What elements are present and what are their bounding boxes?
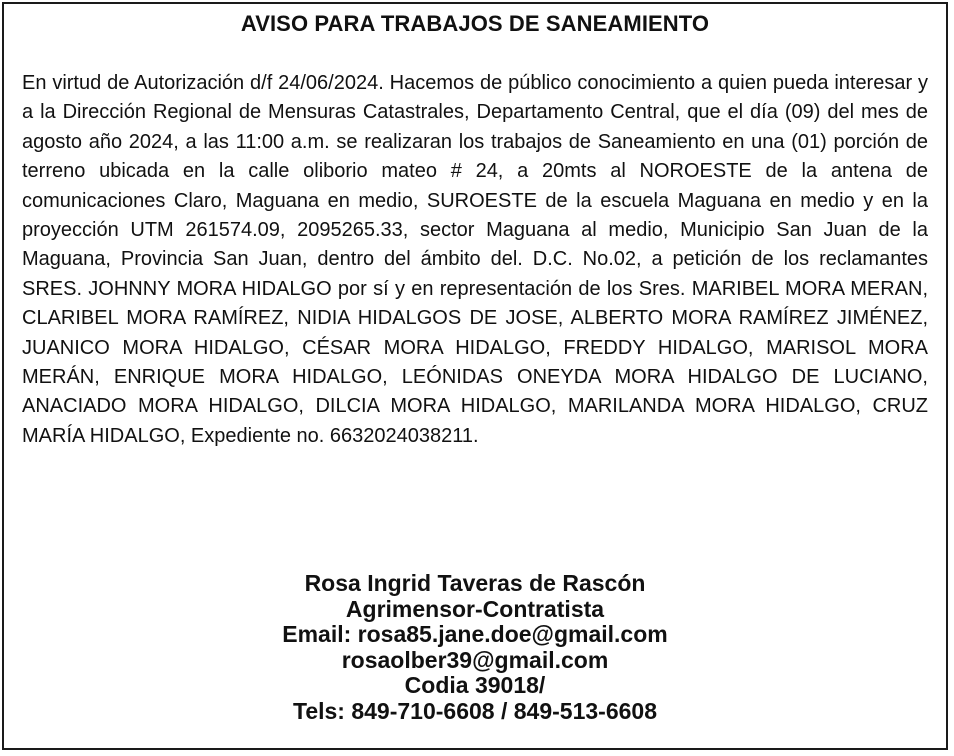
signer-email-alt: rosaolber39@gmail.com xyxy=(341,646,609,673)
signer-role: Agrimensor-Contratista xyxy=(345,595,605,622)
notice-title: AVISO PARA TRABAJOS DE SANEAMIENTO xyxy=(240,11,710,36)
notice-box xyxy=(2,2,948,750)
signer-email: Email: rosa85.jane.doe@gmail.com xyxy=(282,621,668,647)
signer-name: Rosa Ingrid Taveras de Rascón xyxy=(304,570,646,596)
signature-block xyxy=(4,571,946,724)
notice-body: En virtud de Autorización d/f 24/06/2024. Hacemos de público conocimiento a quien pueda interesar y a la Dirección Regional de Mensuras Catastrales, Departamento Central, que el día (09) del mes de agosto año 2024, a las 11:00 a.m. se realizaran los trabajos de Saneamiento en una (01) porción de terreno ubicada en la calle oliborio mateo # 24, a 20mts al NOROESTE de la antena de comunicaciones Claro, Maguana en medio, SUROESTE de la escuela Maguana en medio y en la proyección UTM 261574.09, 2095265.33, sector Maguana al medio, Municipio San Juan de la Maguana, Provincia San Juan, dentro del ámbito del. D.C. No.02, a petición de los reclamantes SRES. JOHNNY MORA HIDALGO por sí y en representación de los Sres. MARIBEL MORA MERAN, CLARIBEL MORA RAMÍREZ, NIDIA HIDALGOS DE JOSE, ALBERTO MORA RAMÍREZ JIMÉNEZ, JUANICO MORA HIDALGO, CÉSAR MORA HIDALGO, FREDDY HIDALGO, MARISOL MORA MERÁN, ENRIQUE MORA HIDALGO, LEÓNIDAS ONEYDA MORA HIDALGO DE LUCIANO, ANACIADO MORA HIDALGO, DILCIA MORA HIDALGO, MARILANDA MORA HIDALGO, CRUZ MARÍA HIDALGO, Expediente no. 6632024038211. xyxy=(22,72,928,447)
signer-phones: Tels: 849-710-6608 / 849-513-6608 xyxy=(292,697,657,724)
signer-codia: Codia 39018/ xyxy=(404,672,546,698)
